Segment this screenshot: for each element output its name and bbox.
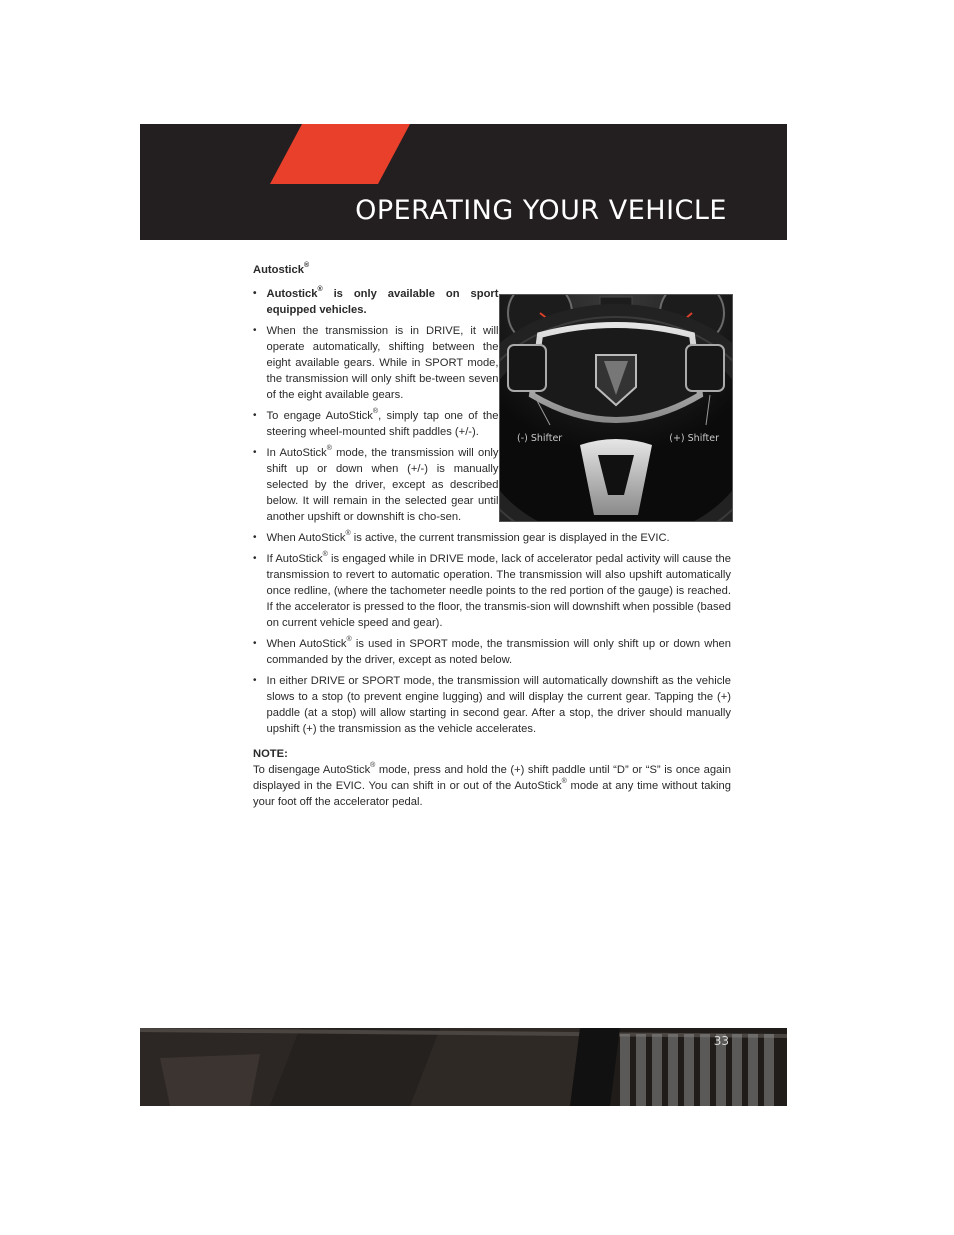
list-item: • If AutoStick® is engaged while in DRIVE mode, lack of accelerator pedal activity will cause the transmission to revert to automatic operation. The transmission will also upshift automatically once redline, (where the tachometer needle points to the red portion of the gauge) is reached. If the accelerator is pressed to the floor, the transmis-sion will downshift when possible (based on current vehicle speed and gear).	[253, 551, 731, 631]
section-heading: Autostick®	[253, 262, 310, 276]
note-text: To disengage AutoStick® mode, press and hold the (+) shift paddle until “D” or “S” is once again displayed in the EVIC. You can shift in or out of the AutoStick® mode at any time without taking your foot off the accelerator pedal.	[253, 762, 731, 808]
list-item: • When AutoStick® is active, the current transmission gear is displayed in the EVIC.	[253, 530, 731, 546]
page-footer	[140, 1028, 787, 1106]
steering-wheel-illustration	[500, 295, 732, 521]
note-label: NOTE:	[253, 748, 288, 760]
steering-wheel-photo	[499, 294, 733, 522]
minus-shifter-label: (-) Shifter	[517, 433, 563, 444]
list-item: • To engage AutoStick®, simply tap one of the steering wheel-mounted shift paddles (+/-).	[253, 408, 499, 440]
list-item: • In either DRIVE or SPORT mode, the transmission will automatically downshift as the vehicle slows to a stop (to prevent engine lugging) and will display the current gear. Tapping the (+) paddle (at a stop) will allow starting in second gear. After a stop, the driver should manually upshift (+) the transmission as the vehicle accelerates.	[253, 673, 731, 737]
brand-stripes-logo	[270, 124, 420, 184]
list-item: • Autostick® is only available on sport equipped vehicles.	[253, 286, 499, 318]
footer-photo-strip	[140, 1028, 787, 1106]
page-header	[140, 124, 787, 240]
page-title: OPERATING YOUR VEHICLE	[355, 195, 727, 226]
list-item: • In AutoStick® mode, the transmission will only shift up or down when (+/-) is manually selected by the driver, except as described below. It will remain in the selected gear until another upshift or downshift is cho-sen.	[253, 445, 499, 525]
list-item: • When the transmission is in DRIVE, it will operate automatically, shifting between the eight available gears. While in SPORT mode, the transmission will only shift be-tween seven of the eight available gears.	[253, 323, 499, 403]
page-number: 33	[713, 1034, 729, 1048]
list-item: • When AutoStick® is used in SPORT mode, the transmission will only shift up or down when commanded by the driver, except as noted below.	[253, 636, 731, 668]
plus-shifter-label: (+) Shifter	[669, 433, 719, 444]
